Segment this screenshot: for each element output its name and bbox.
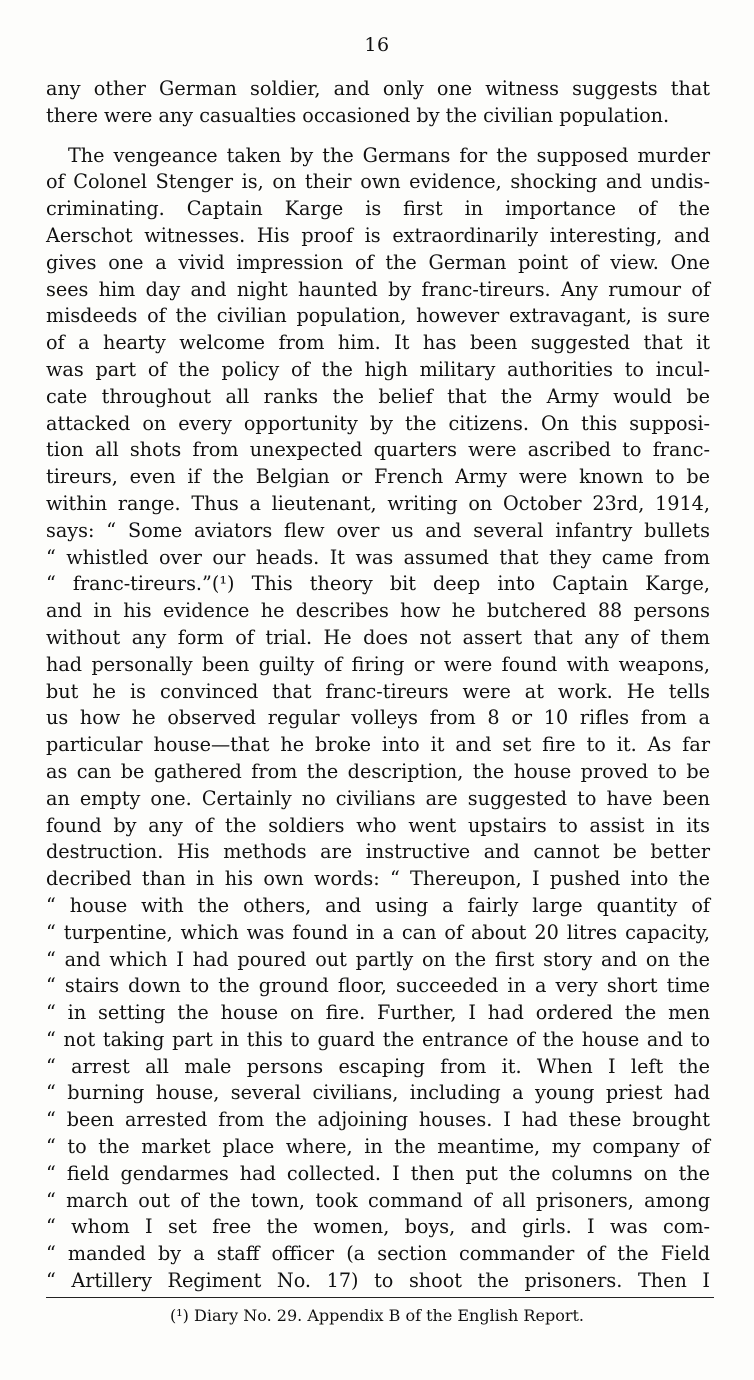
text-line: had personally been guilty of firing or were found with weapons, [46,652,710,676]
text-line: criminating. Captain Karge is first in importance of the [46,197,710,221]
footnote-divider [46,1297,714,1298]
text-line: “ in setting the house on fire. Further, I had ordered the men [46,1001,710,1025]
text-line: any other German soldier, and only one witness suggests that [46,77,710,100]
text-line: of Colonel Stenger is, on their own evidence, shocking and undis- [46,170,710,194]
text-line: says: “ Some aviators flew over us and several infantry bullets [46,518,710,542]
text-line: “ franc-tireurs.”(¹) This theory bit deep into Captain Karge, [46,572,710,596]
footnote: (¹) Diary No. 29. Appendix B of the English Report. [170,1306,584,1325]
text-line: destruction. His methods are instructive and cannot be better [46,840,710,864]
text-line: “ field gendarmes had collected. I then put the columns on the [46,1161,710,1185]
text-line: was part of the policy of the high military authorities to incul- [46,357,710,381]
text-line: tion all shots from unexpected quarters were ascribed to franc- [46,438,710,462]
text-line: without any form of trial. He does not assert that any of them [46,625,710,649]
text-line: an empty one. Certainly no civilians are suggested to have been [46,786,710,810]
text-line: “ burning house, several civilians, including a young priest had [46,1081,710,1105]
text-line: “ not taking part in this to guard the entrance of the house and to [46,1027,710,1051]
page-number: 16 [364,34,390,56]
text-line: within range. Thus a lieutenant, writing on October 23rd, 1914, [46,491,710,515]
text-line: misdeeds of the civilian population, however extravagant, is sure [46,304,710,328]
text-line: particular house—that he broke into it and set fire to it. As far [46,733,710,757]
text-line: “ turpentine, which was found in a can of about 20 litres capacity, [46,920,710,944]
text-line: “ whistled over our heads. It was assumed that they came from [46,545,710,569]
text-line: “ whom I set free the women, boys, and girls. I was com- [46,1215,710,1239]
text-line: but he is convinced that franc-tireurs were at work. He tells [46,679,710,703]
text-line: “ been arrested from the adjoining houses. I had these brought [46,1108,710,1132]
text-line: “ Artillery Regiment No. 17) to shoot the prisoners. Then I [46,1269,710,1293]
text-line: “ manded by a staff officer (a section commander of the Field [46,1242,710,1266]
text-line: and in his evidence he describes how he butchered 88 persons [46,599,710,623]
paragraph-1 [46,76,710,130]
text-line: “ march out of the town, took command of all prisoners, among [46,1188,710,1212]
text-line: there were any casualties occasioned by the civilian population. [46,103,670,127]
text-line: attacked on every opportunity by the citizens. On this supposi- [46,411,710,435]
text-line: The vengeance taken by the Germans for the supposed murder [68,143,710,167]
text-line: “ to the market place where, in the meantime, my company of [46,1135,710,1159]
text-line: tireurs, even if the Belgian or French Army were known to be [46,465,710,489]
text-line: of a hearty welcome from him. It has been suggested that it [46,331,710,355]
text-line: decribed than in his own words: “ Thereupon, I pushed into the [46,867,710,891]
text-line: Aerschot witnesses. His proof is extraordinarily interesting, and [46,223,710,247]
text-line: as can be gathered from the description, the house proved to be [46,759,710,783]
paragraph-2 [46,143,710,1295]
text-line: “ stairs down to the ground floor, succeeded in a very short time [46,974,710,998]
text-line: “ house with the others, and using a fairly large quantity of [46,893,710,917]
text-line: found by any of the soldiers who went upstairs to assist in its [46,813,710,837]
text-line: “ and which I had poured out partly on the first story and on the [46,947,710,971]
text-line: gives one a vivid impression of the German point of view. One [46,250,710,274]
text-line: “ arrest all male persons escaping from it. When I left the [46,1054,710,1078]
text-line: us how he observed regular volleys from 8 or 10 rifles from a [46,706,710,730]
text-line: cate throughout all ranks the belief that the Army would be [46,384,710,408]
text-line: sees him day and night haunted by franc-tireurs. Any rumour of [46,277,710,301]
body-text [46,76,710,1295]
